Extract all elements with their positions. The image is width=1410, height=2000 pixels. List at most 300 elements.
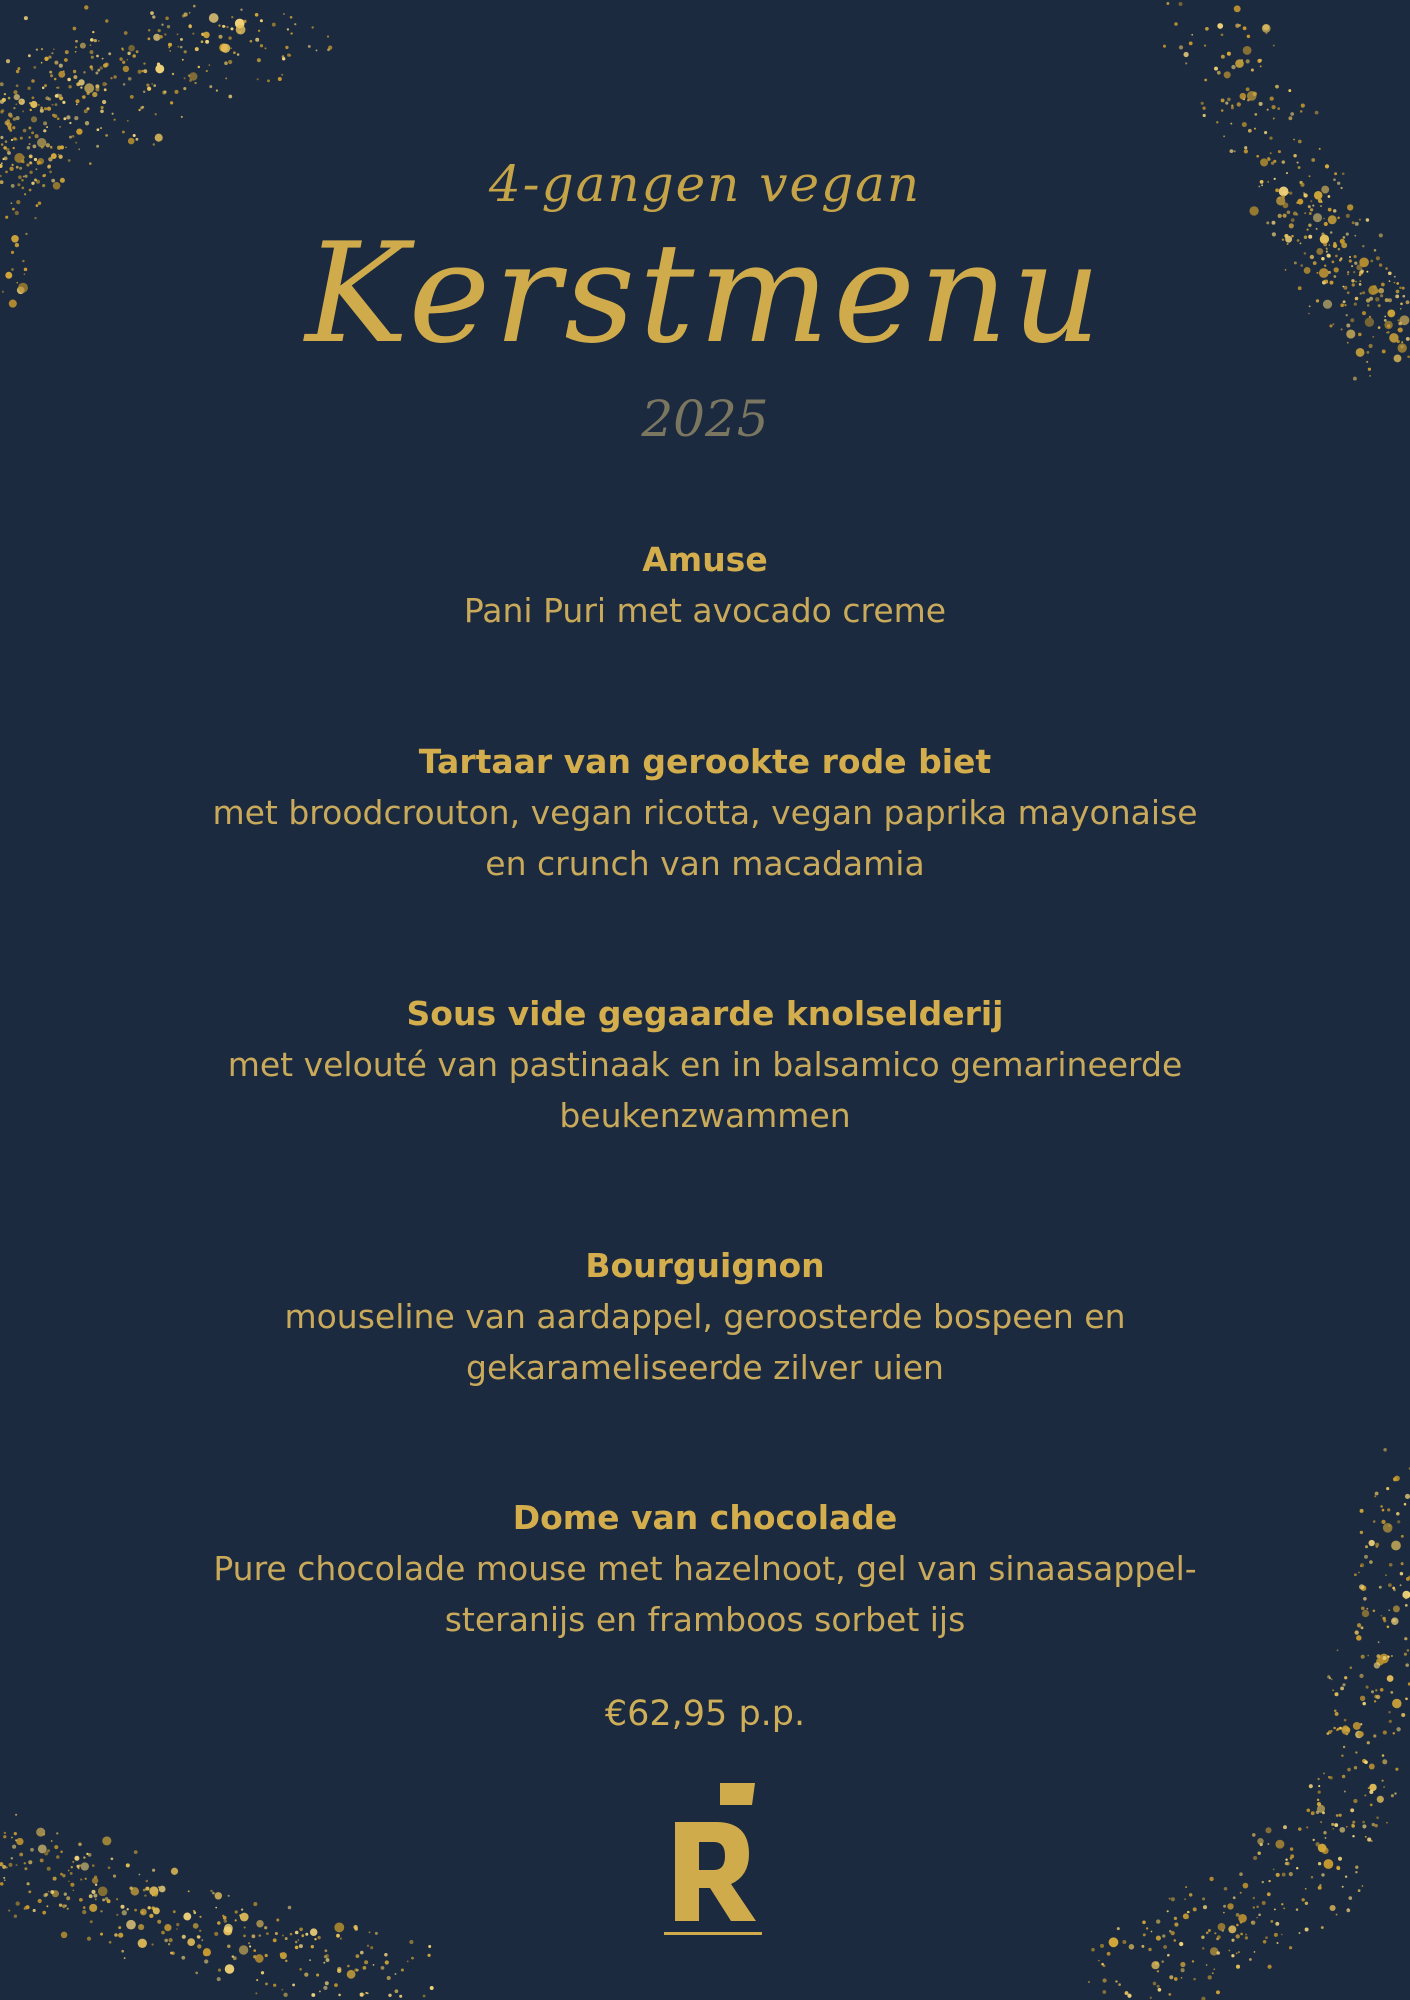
glitter-dot xyxy=(1351,1824,1355,1828)
menu-year: 2025 xyxy=(641,390,769,448)
glitter-dot xyxy=(1224,1887,1228,1891)
glitter-dot xyxy=(2,1865,6,1869)
glitter-dot xyxy=(59,64,63,68)
glitter-dot xyxy=(16,1901,20,1905)
glitter-dot xyxy=(1387,1508,1390,1511)
glitter-dot xyxy=(91,68,94,71)
glitter-dot xyxy=(133,134,136,137)
glitter-dot xyxy=(90,44,92,46)
glitter-dot xyxy=(108,52,111,55)
glitter-dot xyxy=(1354,1573,1357,1576)
glitter-dot xyxy=(280,1952,287,1959)
glitter-dot xyxy=(16,84,19,87)
glitter-dot xyxy=(201,1939,203,1941)
glitter-dot xyxy=(373,1964,375,1966)
glitter-dot xyxy=(1311,1811,1315,1815)
glitter-dot xyxy=(1362,1824,1366,1828)
glitter-dot xyxy=(43,121,47,125)
glitter-dot xyxy=(1379,1654,1389,1664)
glitter-dot xyxy=(1376,1545,1379,1548)
glitter-dot xyxy=(1322,1811,1325,1814)
glitter-dot xyxy=(1240,1892,1242,1894)
glitter-dot xyxy=(1273,118,1275,120)
glitter-dot xyxy=(1296,1908,1299,1911)
glitter-dot xyxy=(1402,1591,1410,1599)
glitter-dot xyxy=(1322,1847,1329,1854)
glitter-dot xyxy=(203,32,210,39)
glitter-dot xyxy=(1376,1658,1384,1666)
glitter-dot xyxy=(1352,1835,1354,1837)
glitter-dot xyxy=(1088,1981,1090,1983)
glitter-dot xyxy=(224,61,228,65)
glitter-dot xyxy=(31,131,34,134)
glitter-dot xyxy=(176,1923,179,1926)
glitter-dot xyxy=(1192,1960,1194,1962)
glitter-dot xyxy=(18,98,24,104)
glitter-dot xyxy=(1300,110,1303,113)
glitter-dot xyxy=(149,1914,153,1918)
glitter-dot xyxy=(235,19,245,29)
glitter-dot xyxy=(228,36,231,39)
glitter-dot xyxy=(151,1906,155,1910)
glitter-dot xyxy=(1241,59,1243,61)
glitter-dot xyxy=(90,1920,93,1923)
glitter-dot xyxy=(301,1934,304,1937)
glitter-dot xyxy=(143,69,147,73)
glitter-dot xyxy=(96,145,99,148)
glitter-dot xyxy=(105,65,108,68)
glitter-dot xyxy=(123,66,129,72)
glitter-dot xyxy=(1174,1917,1177,1920)
glitter-dot xyxy=(1389,1563,1393,1567)
glitter-dot xyxy=(1355,1751,1357,1753)
glitter-dot xyxy=(44,1851,48,1855)
glitter-dot xyxy=(1187,1911,1189,1913)
glitter-dot xyxy=(116,1898,118,1900)
glitter-dot xyxy=(52,1890,59,1897)
glitter-dot xyxy=(1107,1952,1111,1956)
glitter-dot xyxy=(83,1856,85,1858)
glitter-dot xyxy=(1336,1914,1338,1916)
glitter-dot xyxy=(90,65,93,68)
glitter-dot xyxy=(66,115,70,119)
glitter-dot xyxy=(1346,1909,1350,1913)
glitter-dot xyxy=(113,1875,116,1878)
glitter-dot xyxy=(281,74,283,76)
glitter-dot xyxy=(327,36,329,38)
glitter-dot xyxy=(77,1865,80,1868)
glitter-dot xyxy=(261,1971,264,1974)
glitter-dot xyxy=(265,1982,268,1985)
glitter-dot xyxy=(317,1936,320,1939)
glitter-dot xyxy=(126,1863,130,1867)
glitter-dot xyxy=(170,1952,173,1955)
glitter-dot xyxy=(165,17,169,21)
glitter-dot xyxy=(161,1931,165,1935)
glitter-dot xyxy=(164,1924,171,1931)
glitter-dot xyxy=(1244,146,1247,149)
glitter-dot xyxy=(1311,1876,1313,1878)
glitter-dot xyxy=(1364,1760,1368,1764)
glitter-dot xyxy=(176,1928,178,1930)
glitter-dot xyxy=(15,1839,17,1841)
glitter-dot xyxy=(127,120,129,122)
glitter-dot xyxy=(102,82,106,86)
glitter-dot xyxy=(54,61,58,65)
glitter-dot xyxy=(92,31,94,33)
glitter-dot xyxy=(1151,1931,1153,1933)
glitter-dot xyxy=(188,74,191,77)
glitter-dot xyxy=(168,47,170,49)
glitter-dot xyxy=(8,113,12,117)
glitter-dot xyxy=(1391,1794,1394,1797)
glitter-dot xyxy=(288,1906,292,1910)
glitter-dot xyxy=(1305,1902,1308,1905)
glitter-dot xyxy=(54,78,57,81)
glitter-dot xyxy=(36,1828,45,1837)
glitter-dot xyxy=(381,1966,385,1970)
course-amuse xyxy=(150,535,1260,636)
glitter-dot xyxy=(1216,121,1218,123)
glitter-dot xyxy=(100,127,102,129)
glitter-dot xyxy=(1157,1970,1159,1972)
glitter-dot xyxy=(231,16,233,18)
glitter-dot xyxy=(48,1891,50,1893)
glitter-dot xyxy=(67,78,71,82)
glitter-dot xyxy=(401,1968,404,1971)
glitter-dot xyxy=(1223,135,1225,137)
glitter-dot xyxy=(1268,1880,1270,1882)
glitter-dot xyxy=(1347,1768,1351,1772)
glitter-dot xyxy=(118,1933,123,1938)
glitter-dot xyxy=(1231,104,1233,106)
glitter-dot xyxy=(258,30,260,32)
glitter-dot xyxy=(101,106,104,109)
glitter-dot xyxy=(1240,93,1247,100)
glitter-dot xyxy=(1386,1487,1389,1490)
glitter-dot xyxy=(1267,109,1269,111)
glitter-dot xyxy=(14,1832,17,1835)
glitter-dot xyxy=(216,90,218,92)
glitter-dot xyxy=(46,126,48,128)
glitter-dot xyxy=(1208,1975,1212,1979)
glitter-dot xyxy=(1400,1572,1404,1576)
glitter-dot xyxy=(1247,35,1250,38)
glitter-dot xyxy=(57,146,61,150)
glitter-dot xyxy=(1325,1837,1327,1839)
glitter-dot xyxy=(223,1916,227,1920)
glitter-dot xyxy=(1366,1608,1368,1610)
glitter-dot xyxy=(1218,1923,1226,1931)
glitter-dot xyxy=(1359,1674,1363,1678)
glitter-dot xyxy=(1202,1947,1205,1950)
glitter-dot xyxy=(323,1962,325,1964)
glitter-dot xyxy=(23,129,27,133)
glitter-dot xyxy=(50,74,53,77)
glitter-dot xyxy=(1352,1821,1355,1824)
glitter-dot xyxy=(113,75,116,78)
glitter-dot xyxy=(395,1989,399,1993)
glitter-dot xyxy=(94,1876,97,1879)
glitter-dot xyxy=(1360,1509,1364,1513)
glitter-dot xyxy=(298,1939,300,1941)
glitter-dot xyxy=(409,1940,413,1944)
glitter-dot xyxy=(56,87,58,89)
glitter-dot xyxy=(1178,2,1182,6)
glitter-dot xyxy=(149,1886,158,1895)
glitter-dot xyxy=(48,97,51,100)
glitter-dot xyxy=(1405,1663,1409,1667)
glitter-dot xyxy=(1377,1796,1384,1803)
glitter-dot xyxy=(248,1942,250,1944)
glitter-dot xyxy=(56,1855,60,1859)
glitter-dot xyxy=(91,56,94,59)
glitter-dot xyxy=(158,1886,160,1888)
glitter-dot xyxy=(280,1953,283,1956)
glitter-dot xyxy=(130,1887,133,1890)
glitter-dot xyxy=(20,137,23,140)
glitter-dot xyxy=(141,70,143,72)
glitter-dot xyxy=(260,44,263,47)
glitter-dot xyxy=(1404,1653,1407,1656)
glitter-dot xyxy=(1305,1928,1309,1932)
glitter-dot xyxy=(24,1908,26,1910)
glitter-dot xyxy=(142,106,145,109)
glitter-dot xyxy=(82,96,85,99)
glitter-dot xyxy=(1341,1754,1343,1756)
glitter-dot xyxy=(1266,32,1268,34)
glitter-dot xyxy=(257,78,259,80)
glitter-dot xyxy=(1273,44,1275,46)
glitter-dot xyxy=(1290,1854,1294,1858)
course-description-line: met broodcrouton, vegan ricotta, vegan paprika mayonaise xyxy=(212,793,1198,832)
glitter-dot xyxy=(1224,71,1231,78)
glitter-dot xyxy=(43,129,46,132)
glitter-dot xyxy=(1290,1857,1293,1860)
glitter-dot xyxy=(203,1948,211,1956)
glitter-dot xyxy=(1401,1535,1404,1538)
glitter-dot xyxy=(197,1935,200,1938)
glitter-dot xyxy=(1392,1619,1395,1622)
glitter-dot xyxy=(97,128,100,131)
glitter-dot xyxy=(1331,1679,1333,1681)
course-name: Tartaar van gerookte rode biet xyxy=(418,742,992,781)
glitter-dot xyxy=(1336,1866,1340,1870)
glitter-dot xyxy=(73,70,76,73)
glitter-dot xyxy=(255,1992,257,1994)
glitter-dot xyxy=(311,1945,314,1948)
glitter-dot xyxy=(44,84,47,87)
glitter-dot xyxy=(100,1933,103,1936)
glitter-dot xyxy=(1260,1843,1263,1846)
glitter-dot xyxy=(105,1897,109,1901)
glitter-dot xyxy=(1317,1802,1321,1806)
glitter-dot xyxy=(1388,1609,1390,1611)
glitter-dot xyxy=(1,143,4,146)
glitter-dot xyxy=(1275,85,1279,89)
glitter-dot xyxy=(49,71,52,74)
glitter-dot xyxy=(153,1907,160,1914)
glitter-dot xyxy=(197,1935,200,1938)
glitter-dot xyxy=(1336,1814,1339,1817)
glitter-dot xyxy=(1317,1778,1319,1780)
glitter-dot xyxy=(1185,62,1187,64)
glitter-dot xyxy=(255,38,259,42)
glitter-dot xyxy=(1276,1873,1280,1877)
glitter-dot xyxy=(1259,59,1262,62)
glitter-dot xyxy=(1319,1884,1321,1886)
glitter-dot xyxy=(1221,109,1224,112)
glitter-dot xyxy=(1236,1952,1238,1954)
glitter-dot xyxy=(94,39,97,42)
glitter-dot xyxy=(1251,1921,1253,1923)
glitter-dot xyxy=(22,110,24,112)
glitter-dot xyxy=(1183,52,1188,57)
glitter-dot xyxy=(33,145,37,149)
glitter-dot xyxy=(105,134,108,137)
glitter-dot xyxy=(193,1911,196,1914)
glitter-dot xyxy=(199,1930,201,1932)
glitter-dot xyxy=(1253,92,1257,96)
glitter-dot xyxy=(119,57,122,60)
glitter-dot xyxy=(1361,1585,1367,1591)
glitter-dot xyxy=(1185,1915,1189,1919)
glitter-dot xyxy=(1274,1933,1278,1937)
glitter-dot xyxy=(50,1890,54,1894)
glitter-dot xyxy=(257,58,261,62)
glitter-dot xyxy=(15,103,17,105)
glitter-dot xyxy=(210,1890,212,1892)
glitter-dot xyxy=(1394,1476,1400,1482)
glitter-dot xyxy=(155,113,157,115)
glitter-dot xyxy=(1127,1994,1131,1998)
course-name: Amuse xyxy=(642,540,768,579)
glitter-dot xyxy=(1142,1921,1146,1925)
glitter-dot xyxy=(1236,1965,1240,1969)
glitter-dot xyxy=(1253,1906,1255,1908)
glitter-dot xyxy=(47,107,51,111)
glitter-dot xyxy=(11,1837,13,1839)
glitter-dot xyxy=(147,37,150,40)
glitter-dot xyxy=(1189,42,1193,46)
glitter-dot xyxy=(1257,1838,1264,1845)
glitter-dot xyxy=(1171,1931,1175,1935)
glitter-dot xyxy=(1274,1908,1276,1910)
glitter-dot xyxy=(126,59,128,61)
glitter-dot xyxy=(168,43,172,47)
glitter-dot xyxy=(91,1890,95,1894)
glitter-dot xyxy=(1381,1520,1385,1524)
glitter-dot xyxy=(86,107,89,110)
glitter-dot xyxy=(152,15,155,18)
glitter-dot xyxy=(134,1909,137,1912)
glitter-dot xyxy=(131,1887,140,1896)
glitter-dot xyxy=(5,140,8,143)
glitter-dot xyxy=(260,19,263,22)
glitter-dot xyxy=(138,1939,147,1948)
glitter-dot xyxy=(1282,1873,1286,1877)
glitter-dot xyxy=(1233,1896,1236,1899)
glitter-dot xyxy=(1167,1954,1169,1956)
glitter-dot xyxy=(46,143,50,147)
glitter-dot xyxy=(285,46,288,49)
glitter-dot xyxy=(1213,1968,1215,1970)
glitter-dot xyxy=(1161,1960,1164,1963)
glitter-dot xyxy=(88,1853,92,1857)
glitter-dot xyxy=(232,1955,234,1957)
glitter-dot xyxy=(3,1835,6,1838)
glitter-dot xyxy=(295,1946,299,1950)
glitter-dot xyxy=(47,1849,50,1852)
glitter-dot xyxy=(214,1932,218,1936)
glitter-dot xyxy=(44,108,47,111)
glitter-dot xyxy=(127,1908,129,1910)
glitter-dot xyxy=(86,92,89,95)
glitter-dot xyxy=(1375,1492,1379,1496)
glitter-dot xyxy=(197,1944,201,1948)
glitter-dot xyxy=(1122,1940,1126,1944)
glitter-dot xyxy=(183,1913,191,1921)
glitter-dot xyxy=(1202,1897,1205,1900)
glitter-dot xyxy=(105,83,107,85)
glitter-dot xyxy=(126,1920,136,1930)
glitter-dot xyxy=(82,1910,86,1914)
glitter-dot xyxy=(1238,24,1241,27)
glitter-dot xyxy=(44,57,48,61)
glitter-dot xyxy=(1103,1964,1106,1967)
glitter-dot xyxy=(319,1990,321,1992)
glitter-dot xyxy=(387,1976,391,1980)
glitter-dot xyxy=(1329,1776,1332,1779)
glitter-dot xyxy=(75,46,77,48)
course-bourguignon xyxy=(150,1241,1260,1393)
glitter-dot xyxy=(363,1993,365,1995)
glitter-dot xyxy=(1273,1868,1275,1870)
glitter-dot xyxy=(1395,1768,1398,1771)
glitter-dot xyxy=(1374,1662,1380,1668)
glitter-dot xyxy=(1181,1968,1185,1972)
glitter-dot xyxy=(68,85,71,88)
glitter-dot xyxy=(217,1921,220,1924)
glitter-dot xyxy=(235,1919,237,1921)
glitter-dot xyxy=(102,58,104,60)
glitter-dot xyxy=(78,79,84,85)
glitter-dot xyxy=(1205,27,1209,31)
glitter-dot xyxy=(1275,1922,1279,1926)
glitter-dot xyxy=(1254,113,1257,116)
glitter-dot xyxy=(1318,1785,1320,1787)
glitter-dot xyxy=(316,49,318,51)
glitter-dot xyxy=(360,1992,364,1996)
glitter-dot xyxy=(63,70,65,72)
glitter-dot xyxy=(54,114,58,118)
glitter-dot xyxy=(1141,1945,1144,1948)
glitter-dot xyxy=(1181,1977,1183,1979)
glitter-dot xyxy=(1366,1686,1369,1689)
glitter-dot xyxy=(147,87,151,91)
glitter-dot xyxy=(155,134,163,142)
glitter-dot xyxy=(15,138,18,141)
glitter-dot xyxy=(38,1844,47,1853)
glitter-dot xyxy=(45,1893,48,1896)
glitter-dot xyxy=(1193,1978,1196,1981)
glitter-dot xyxy=(1327,1675,1330,1678)
glitter-dot xyxy=(1163,45,1166,48)
glitter-dot xyxy=(86,1853,88,1855)
glitter-dot xyxy=(285,1960,287,1962)
glitter-dot xyxy=(1318,1844,1327,1853)
glitter-dot xyxy=(1153,1982,1157,1986)
